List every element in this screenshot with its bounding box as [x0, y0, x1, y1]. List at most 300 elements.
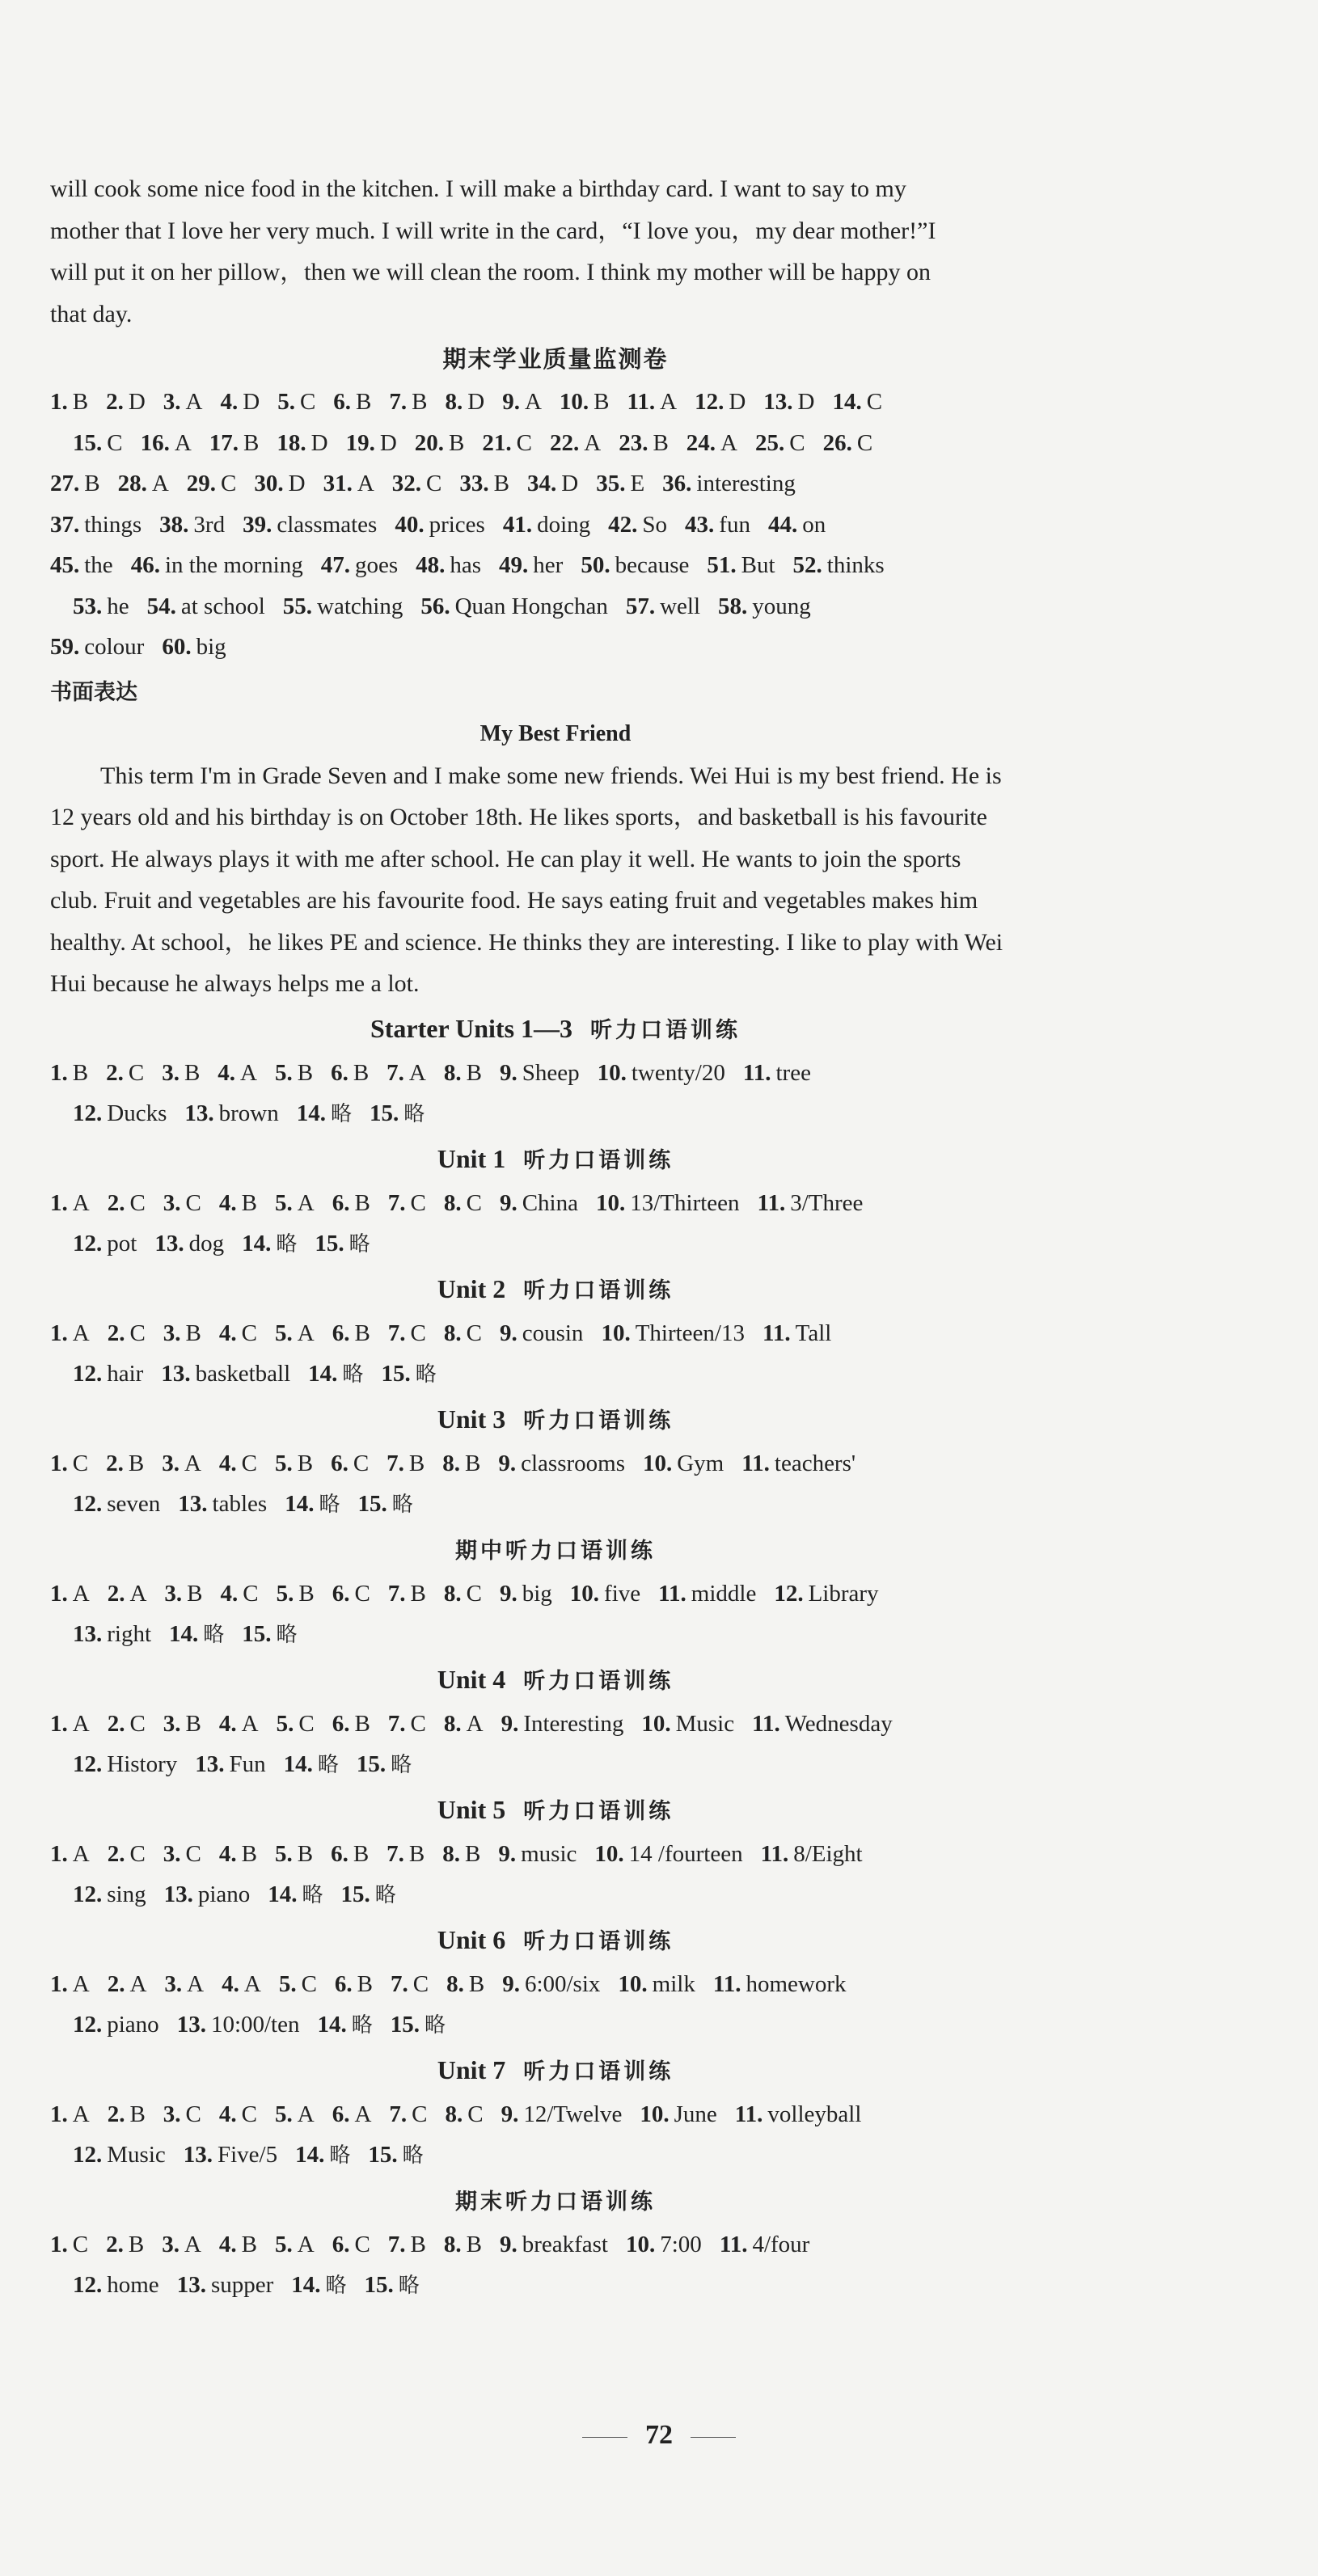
answer-value: B: [653, 429, 669, 456]
answer-value: B: [241, 1189, 257, 1216]
answer-value: teachers': [774, 1450, 856, 1476]
answer-item: [332, 2224, 370, 2266]
answer-value: tables: [212, 1491, 268, 1517]
answer-item: [446, 1964, 484, 2005]
question-number: 14.: [242, 1231, 272, 1256]
answer-item: [50, 545, 113, 586]
question-number: 9.: [501, 1710, 519, 1737]
section-title: [50, 1007, 1061, 1053]
answer-value: A: [187, 1970, 205, 1997]
answer-item: [275, 2224, 315, 2266]
question-number: 41.: [502, 511, 533, 538]
answer-item: [221, 1573, 259, 1615]
question-number: 1.: [50, 1320, 68, 1346]
answer-row: [50, 586, 1061, 627]
answer-item: [277, 1704, 315, 1745]
answer-item: [713, 1964, 847, 2005]
answer-value: A: [466, 1710, 484, 1737]
question-number: 15.: [381, 1361, 411, 1387]
answer-item: [73, 586, 129, 627]
answer-item: [357, 1484, 412, 1526]
answer-item: [640, 2094, 716, 2135]
question-number: 3.: [163, 389, 181, 415]
answer-value: C: [129, 1840, 146, 1867]
question-number: 11.: [757, 1189, 786, 1216]
answer-value: A: [297, 2101, 315, 2127]
answer-value: B: [297, 1059, 314, 1086]
answer-value: 略: [349, 1232, 370, 1256]
answer-item: [195, 1744, 265, 1785]
question-number: 4.: [218, 2101, 237, 2127]
question-number: 11.: [762, 1320, 791, 1346]
question-number: 49.: [499, 552, 529, 578]
answer-row: [50, 1874, 1061, 1916]
answer-value: A: [297, 1189, 315, 1216]
question-number: 8.: [445, 389, 463, 415]
question-number: 45.: [50, 552, 80, 578]
question-number: 15.: [369, 1100, 399, 1126]
answer-value: big: [196, 634, 226, 660]
question-number: 7.: [389, 389, 408, 415]
answer-value: A: [185, 389, 203, 415]
answer-value: B: [187, 1580, 203, 1607]
answer-value: B: [465, 1450, 481, 1476]
question-number: 7.: [387, 1840, 404, 1867]
answer-value: C: [353, 1450, 370, 1476]
answer-item: [297, 1093, 352, 1135]
question-number: 10.: [559, 389, 589, 415]
answer-item: [501, 2094, 623, 2135]
answer-value: C: [354, 2231, 370, 2257]
answer-value: B: [128, 1450, 145, 1476]
question-number: 29.: [186, 471, 217, 496]
answer-item: [442, 1443, 480, 1484]
answer-value: fun: [719, 511, 750, 538]
question-number: 13.: [163, 1881, 193, 1907]
answer-item: [187, 463, 237, 505]
question-number: 1.: [50, 2101, 68, 2127]
section-title-cn: 听力口语训练: [590, 1017, 741, 1043]
answer-item: [626, 2224, 702, 2266]
answer-value: C: [410, 1189, 426, 1216]
answer-value: C: [354, 1580, 370, 1607]
answer-value: twenty/20: [631, 1059, 725, 1086]
answer-item: [162, 1053, 200, 1094]
question-number: 4.: [218, 1320, 237, 1346]
answer-value: Five/5: [218, 2142, 278, 2168]
section-answers: [50, 1443, 1061, 1526]
answer-item: [50, 627, 144, 668]
answer-value: he: [107, 593, 129, 619]
answer-value: C: [72, 1450, 89, 1476]
question-number: 3.: [163, 1710, 181, 1737]
answer-row: [50, 1834, 1061, 1875]
answer-value: 略: [402, 2143, 424, 2168]
question-number: 20.: [414, 429, 445, 456]
question-number: 12.: [73, 1751, 103, 1777]
answer-item: [332, 1313, 370, 1354]
section-answers: [50, 1964, 1061, 2046]
answer-item: [161, 1353, 290, 1395]
answer-item: [147, 586, 265, 627]
question-number: 15.: [368, 2142, 398, 2168]
question-number: 9.: [501, 2101, 519, 2127]
answer-row: [50, 1443, 1061, 1484]
answer-value: June: [674, 2101, 717, 2127]
answer-value: C: [185, 1840, 201, 1867]
question-number: 42.: [608, 511, 638, 538]
answer-item: [243, 505, 377, 546]
answer-item: [285, 1484, 340, 1526]
answer-row: [50, 1484, 1061, 1526]
answer-item: [560, 382, 610, 423]
question-number: 59.: [50, 634, 80, 660]
intro-paragraph: [50, 168, 1061, 335]
answer-item: [177, 2004, 300, 2046]
question-number: 1.: [50, 1970, 68, 1997]
answer-item: [596, 1183, 740, 1224]
answer-value: C: [301, 1970, 317, 1997]
answer-item: [108, 1183, 146, 1224]
answer-item: [279, 1964, 317, 2005]
answer-item: [73, 2004, 159, 2046]
answer-value: C: [412, 1970, 429, 1997]
question-number: 10.: [594, 1840, 624, 1867]
answer-value: 8/Eight: [793, 1840, 863, 1867]
question-number: 27.: [50, 471, 80, 496]
answer-value: dog: [188, 1231, 225, 1256]
answer-value: B: [353, 1059, 370, 1086]
answer-item: [833, 382, 883, 423]
answer-item: [626, 586, 700, 627]
question-number: 36.: [662, 471, 692, 496]
answer-item: [50, 1704, 90, 1745]
answer-item: [106, 1443, 144, 1484]
answer-value: C: [466, 1320, 482, 1346]
question-number: 35.: [596, 471, 626, 496]
answer-item: [389, 2094, 427, 2135]
answer-item: [275, 1053, 313, 1094]
section-answers: [50, 1313, 1061, 1396]
text-line: Hui because he always helps me a lot.: [50, 970, 420, 997]
answer-value: B: [354, 1320, 370, 1346]
question-number: 5.: [274, 1450, 293, 1476]
answer-item: [73, 1744, 177, 1785]
question-number: 18.: [277, 429, 306, 456]
question-number: 3.: [164, 1580, 183, 1607]
answer-value: A: [243, 1970, 261, 1997]
page-number-text: 72: [645, 2420, 673, 2450]
question-number: 2.: [107, 2101, 125, 2127]
question-number: 8.: [443, 1059, 462, 1086]
answer-value: 略: [329, 2143, 351, 2168]
answer-item: [108, 2094, 146, 2135]
answer-value: A: [129, 1970, 147, 1997]
answer-item: [658, 1573, 756, 1615]
question-number: 1.: [50, 1059, 68, 1086]
question-number: 6.: [331, 1840, 349, 1867]
text-line: mother that I love her very much. I will write in the card，“I love you，my dear mother!”I: [50, 217, 936, 244]
answer-value: big: [522, 1580, 552, 1607]
answer-value: D: [729, 389, 746, 415]
question-number: 14.: [317, 2012, 347, 2038]
answer-value: 14 /fourteen: [628, 1840, 743, 1867]
answer-value: B: [184, 1059, 201, 1086]
answer-value: D: [797, 389, 815, 415]
answer-item: [388, 1704, 426, 1745]
answer-item: [720, 2224, 810, 2266]
answer-value: A: [184, 1450, 201, 1476]
answer-item: [500, 1183, 578, 1224]
question-number: 7.: [391, 1970, 408, 1997]
answer-item: [501, 1704, 624, 1745]
section-title-cn: 听力口语训练: [523, 1277, 674, 1303]
question-number: 21.: [482, 429, 512, 456]
answer-item: [498, 1834, 577, 1875]
answer-value: 略: [330, 1102, 352, 1126]
question-number: 11.: [742, 1059, 771, 1086]
answer-item: [741, 1443, 855, 1484]
question-number: 55.: [282, 593, 313, 619]
question-number: 2.: [107, 1189, 125, 1216]
answer-value: 略: [276, 1623, 298, 1647]
section-title: [50, 2048, 1061, 2094]
answer-item: [444, 1573, 482, 1615]
answer-row: [50, 2004, 1061, 2046]
answer-value: A: [174, 429, 192, 456]
question-number: 6.: [331, 1450, 349, 1476]
answer-row: [50, 1573, 1061, 1615]
answer-value: B: [241, 1840, 257, 1867]
question-number: 6.: [332, 1580, 350, 1607]
answer-item: [163, 1834, 201, 1875]
answer-value: D: [561, 471, 579, 496]
answer-row: [50, 2265, 1061, 2307]
answer-item: [154, 1223, 224, 1265]
question-number: 9.: [502, 389, 520, 415]
answer-value: A: [524, 389, 542, 415]
question-number: 60.: [162, 634, 192, 660]
answer-value: A: [720, 429, 737, 456]
answer-value: C: [412, 2101, 428, 2127]
answer-item: [106, 382, 146, 423]
answer-value: classmates: [277, 511, 378, 538]
answer-value: A: [151, 471, 169, 496]
question-number: 13.: [195, 1751, 225, 1777]
text-line: club. Fruit and vegetables are his favourite food. He says eating fruit and vegetables makes him: [50, 887, 978, 914]
question-number: 5.: [276, 1580, 294, 1607]
answer-value: C: [516, 429, 532, 456]
answer-value: C: [467, 2101, 484, 2127]
answer-row: [50, 1223, 1061, 1265]
answer-value: piano: [197, 1881, 251, 1907]
answer-value: doing: [537, 511, 591, 538]
question-number: 3.: [162, 2231, 180, 2257]
question-number: 1.: [50, 1840, 68, 1867]
question-number: 4.: [220, 389, 239, 415]
question-number: 14.: [832, 389, 862, 415]
answer-value: tree: [775, 1059, 811, 1086]
question-number: 11.: [712, 1970, 741, 1997]
answer-value: D: [379, 429, 397, 456]
answer-value: 略: [415, 1362, 437, 1387]
answer-item: [388, 1573, 426, 1615]
question-number: 43.: [685, 511, 715, 538]
question-number: 57.: [625, 593, 656, 619]
answer-item: [141, 423, 192, 464]
answer-item: [73, 423, 123, 464]
answer-value: B: [449, 429, 465, 456]
answer-row: [50, 463, 1061, 505]
answer-value: B: [408, 1840, 425, 1867]
question-number: 4.: [218, 1450, 237, 1476]
answer-value: prices: [429, 511, 485, 538]
answer-value: A: [297, 2231, 315, 2257]
answer-value: C: [241, 1320, 257, 1346]
section-answers: [50, 1053, 1061, 1135]
question-number: 14.: [291, 2272, 321, 2298]
answer-item: [73, 2135, 166, 2176]
question-number: 9.: [499, 1580, 517, 1607]
section-title-en: Unit 6: [437, 1924, 506, 1954]
question-number: 11.: [627, 389, 656, 415]
question-number: 8.: [443, 1320, 462, 1346]
answer-item: [163, 2094, 201, 2135]
question-number: 4.: [222, 1970, 239, 1997]
answer-value: B: [297, 1450, 314, 1476]
answer-item: [50, 382, 88, 423]
question-number: 19.: [345, 429, 375, 456]
answer-value: A: [72, 1710, 90, 1737]
question-number: 2.: [107, 1710, 125, 1737]
question-number: 6.: [331, 1059, 349, 1086]
question-number: 2.: [107, 1840, 125, 1867]
section-title-en: Unit 2: [437, 1273, 506, 1303]
answer-item: [73, 1093, 167, 1134]
question-number: 40.: [395, 511, 425, 538]
answer-row: [50, 627, 1061, 668]
answer-item: [332, 1573, 370, 1615]
question-number: 7.: [387, 1320, 406, 1346]
answer-item: [177, 2265, 274, 2306]
question-number: 5.: [278, 1970, 297, 1997]
question-number: 12.: [695, 389, 724, 415]
answer-item: [768, 505, 826, 546]
answer-value: supper: [210, 2272, 274, 2298]
answer-value: Gym: [677, 1450, 724, 1476]
answer-row: [50, 2224, 1061, 2266]
section-title-en: Unit 1: [437, 1143, 506, 1173]
section-title-cn: 听力口语训练: [523, 1928, 674, 1954]
answer-value: Library: [808, 1580, 879, 1607]
answer-value: C: [243, 1580, 259, 1607]
answer-item: [184, 1093, 278, 1134]
answer-item: [686, 423, 737, 464]
answer-item: [445, 2094, 483, 2135]
answer-item: [50, 1053, 88, 1094]
answer-item: [184, 2135, 277, 2176]
question-number: 6.: [333, 389, 352, 415]
answer-item: [718, 586, 811, 627]
question-number: 6.: [332, 1710, 350, 1737]
section-answers: [50, 1183, 1061, 1265]
answer-value: has: [450, 552, 482, 578]
answer-value: So: [642, 511, 668, 538]
question-number: 26.: [822, 429, 852, 456]
question-number: 2.: [106, 2231, 124, 2257]
answer-value: piano: [107, 2012, 159, 2038]
answer-value: 略: [203, 1623, 225, 1647]
answer-value: D: [310, 429, 328, 456]
answer-value: 3/Three: [790, 1189, 864, 1216]
answer-value: C: [129, 1710, 146, 1737]
answer-item: [444, 1704, 484, 1745]
answer-item: [108, 1834, 146, 1875]
answer-item: [162, 1443, 201, 1484]
section-title: [50, 2178, 1061, 2224]
question-number: 7.: [389, 2101, 408, 2127]
question-number: 15.: [340, 1881, 370, 1907]
answer-item: [219, 2224, 257, 2266]
answer-row: [50, 382, 1061, 423]
question-number: 13.: [154, 1231, 184, 1256]
answer-value: seven: [107, 1491, 161, 1517]
answer-item: [50, 463, 100, 505]
answer-item: [73, 1223, 137, 1265]
answer-value: B: [465, 1840, 481, 1867]
question-number: 6.: [332, 2101, 350, 2127]
answer-value: B: [466, 2231, 482, 2257]
answer-row: [50, 1053, 1061, 1094]
question-number: 15.: [364, 2272, 394, 2298]
answer-value: Sheep: [522, 1059, 580, 1086]
question-number: 1.: [50, 389, 68, 415]
answer-value: homework: [746, 1970, 847, 1997]
answer-row: [50, 1313, 1061, 1354]
question-number: 9.: [498, 1840, 517, 1867]
answer-item: [277, 423, 327, 464]
answer-item: [774, 1573, 878, 1615]
section-title: [50, 1527, 1061, 1573]
answer-item: [169, 1614, 224, 1656]
question-number: 1.: [50, 2231, 68, 2257]
question-number: 56.: [420, 593, 450, 619]
answer-item: [268, 1874, 323, 1916]
answer-item: [50, 1443, 88, 1484]
answer-value: 12/Twelve: [523, 2101, 623, 2127]
question-number: 6.: [332, 1189, 350, 1216]
answer-value: B: [354, 1189, 370, 1216]
divider: [691, 2437, 736, 2438]
answer-value: C: [298, 1710, 315, 1737]
question-number: 25.: [754, 429, 785, 456]
answer-item: [321, 545, 398, 586]
question-number: 6.: [332, 1320, 350, 1346]
answer-item: [502, 1964, 600, 2005]
answer-item: [275, 1834, 313, 1875]
question-number: 14.: [308, 1361, 338, 1387]
answer-value: B: [128, 2231, 145, 2257]
question-number: 15.: [242, 1621, 272, 1647]
answer-item: [162, 2224, 201, 2266]
section-title: [50, 1267, 1061, 1313]
question-number: 4.: [220, 1580, 239, 1607]
section-title-cn: 期中听力口语训练: [455, 1538, 656, 1564]
answer-item: [498, 1443, 625, 1484]
answer-value: C: [466, 1189, 482, 1216]
question-number: 2.: [106, 389, 124, 415]
question-number: 15.: [356, 1751, 387, 1777]
